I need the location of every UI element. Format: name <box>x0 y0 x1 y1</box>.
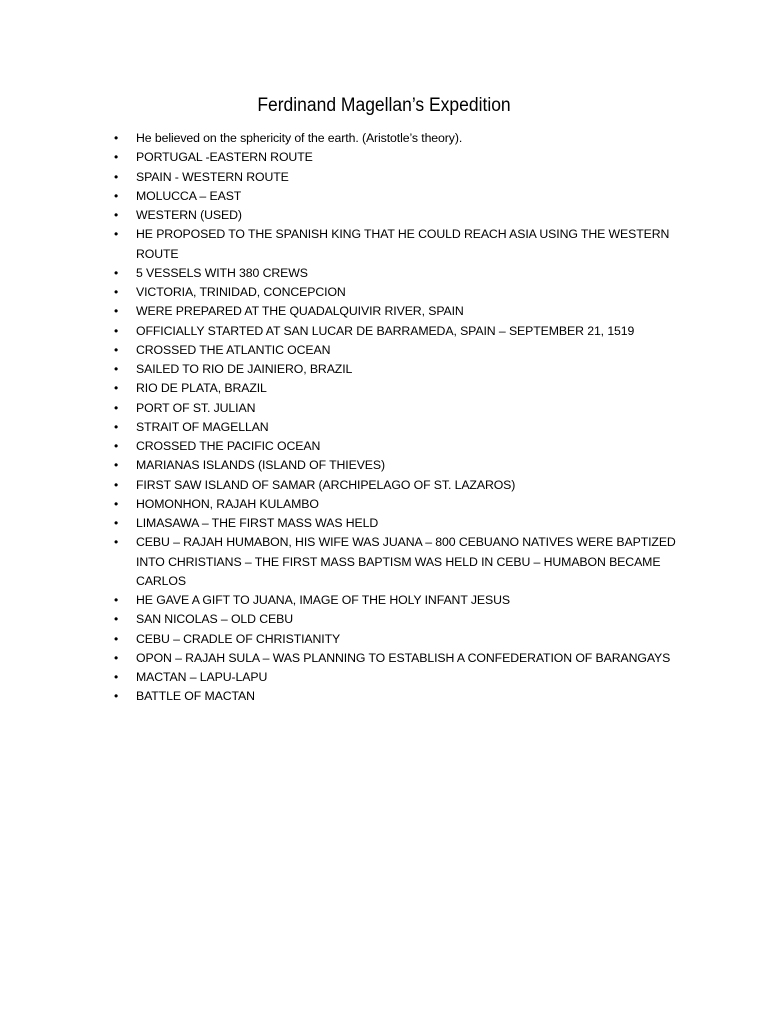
list-item-text: SPAIN - WESTERN ROUTE <box>136 169 289 184</box>
bullet-icon: • <box>114 265 119 280</box>
list-item-text: LIMASAWA – THE FIRST MASS WAS HELD <box>136 516 379 530</box>
list-item <box>112 418 692 437</box>
bullet-icon: • <box>114 227 119 242</box>
bullet-icon: • <box>114 208 119 222</box>
list-item-text: HE PROPOSED TO THE SPANISH KING THAT HE COULD REACH ASIA USING THE WESTERN ROUTE <box>136 227 670 261</box>
list-item <box>112 264 692 283</box>
list-item-text: CEBU – CRADLE OF CHRISTIANITY <box>136 631 341 646</box>
bullet-icon: • <box>114 689 119 704</box>
bullet-icon: • <box>114 304 119 319</box>
bullet-icon: • <box>114 150 119 165</box>
list-item <box>112 533 692 591</box>
list-item <box>112 129 692 148</box>
list-item <box>112 476 692 495</box>
list-item-text: OPON – RAJAH SULA – WAS PLANNING TO ESTABLISH A CONFEDERATION OF BARANGAYS <box>136 650 671 665</box>
list-item <box>112 187 692 206</box>
bullet-icon: • <box>114 458 119 473</box>
list-item-text: CROSSED THE ATLANTIC OCEAN <box>136 342 331 357</box>
list-item-text: MOLUCCA – EAST <box>136 188 242 203</box>
list-item-text: MACTAN – LAPU-LAPU <box>136 670 268 684</box>
list-item <box>112 283 692 302</box>
list-item <box>112 341 692 360</box>
bullet-icon: • <box>114 631 119 646</box>
list-item <box>112 437 692 456</box>
list-item-text: PORT OF ST. JULIAN <box>136 400 256 415</box>
list-item <box>112 456 692 475</box>
list-item <box>112 225 692 264</box>
list-item-text: STRAIT OF MAGELLAN <box>136 419 269 434</box>
bullet-icon: • <box>114 516 119 530</box>
list-item <box>112 148 692 167</box>
list-item-text: VICTORIA, TRINIDAD, CONCEPCION <box>136 285 346 299</box>
list-item-text: HE GAVE A GIFT TO JUANA, IMAGE OF THE HOLY INFANT JESUS <box>136 593 510 607</box>
list-item-text: BATTLE OF MACTAN <box>136 689 255 704</box>
page-title: Ferdinand Magellan’s Expedition <box>257 95 511 116</box>
list-item <box>112 630 692 649</box>
list-item <box>112 360 692 379</box>
list-item-text: OFFICIALLY STARTED AT SAN LUCAR DE BARRAMEDA, SPAIN – SEPTEMBER 21, 1519 <box>136 323 635 338</box>
list-item <box>112 379 692 398</box>
bullet-icon: • <box>114 400 119 415</box>
list-item <box>112 322 692 341</box>
list-item-text: HOMONHON, RAJAH KULAMBO <box>136 496 319 511</box>
bullet-icon: • <box>114 323 119 338</box>
list-item <box>112 168 692 187</box>
bullet-icon: • <box>114 496 119 511</box>
list-item-text: CEBU – RAJAH HUMABON, HIS WIFE WAS JUANA – 800 CEBUANO NATIVES WERE BAPTIZED INTO CHRISTIANS – THE FIRST MASS BAPTISM WAS HELD IN CEBU – HUMABON BECAME CARLOS <box>136 535 676 588</box>
list-item <box>112 495 692 514</box>
list-item <box>112 399 692 418</box>
bullet-icon: • <box>114 593 119 607</box>
bullet-icon: • <box>114 342 119 357</box>
list-item <box>112 514 692 533</box>
list-item-text: CROSSED THE PACIFIC OCEAN <box>136 439 321 453</box>
list-item-text: SAN NICOLAS – OLD CEBU <box>136 612 294 627</box>
bullet-icon: • <box>114 612 119 627</box>
bullet-icon: • <box>114 285 119 299</box>
list-item <box>112 302 692 321</box>
list-item-text: RIO DE PLATA, BRAZIL <box>136 381 267 396</box>
list-item <box>112 206 692 225</box>
bullet-icon: • <box>114 381 119 396</box>
list-item <box>112 591 692 610</box>
bullet-icon: • <box>114 419 119 434</box>
bullet-icon: • <box>114 670 119 684</box>
bullet-icon: • <box>114 188 119 203</box>
bullet-icon: • <box>114 439 119 453</box>
bullet-icon: • <box>114 535 119 550</box>
bullet-icon: • <box>114 169 119 184</box>
list-item-text: 5 VESSELS WITH 380 CREWS <box>136 265 308 280</box>
bullet-icon: • <box>114 650 119 665</box>
list-item-text: MARIANAS ISLANDS (ISLAND OF THIEVES) <box>136 458 385 473</box>
bullet-icon: • <box>114 131 119 145</box>
list-item <box>112 610 692 629</box>
list-item <box>112 687 692 706</box>
list-item-text: WESTERN (USED) <box>136 208 242 222</box>
list-item-text: WERE PREPARED AT THE QUADALQUIVIR RIVER, SPAIN <box>136 304 464 319</box>
bullet-icon: • <box>114 477 119 492</box>
list-item-text: SAILED TO RIO DE JAINIERO, BRAZIL <box>136 362 353 376</box>
list-item <box>112 668 692 687</box>
bullet-icon: • <box>114 362 119 376</box>
list-item-text: FIRST SAW ISLAND OF SAMAR (ARCHIPELAGO OF ST. LAZAROS) <box>136 477 516 492</box>
list-item-text: PORTUGAL -EASTERN ROUTE <box>136 150 313 165</box>
bullet-list <box>112 129 692 707</box>
list-item-text: He believed on the sphericity of the earth. (Aristotle’s theory). <box>136 131 463 145</box>
list-item <box>112 649 692 668</box>
